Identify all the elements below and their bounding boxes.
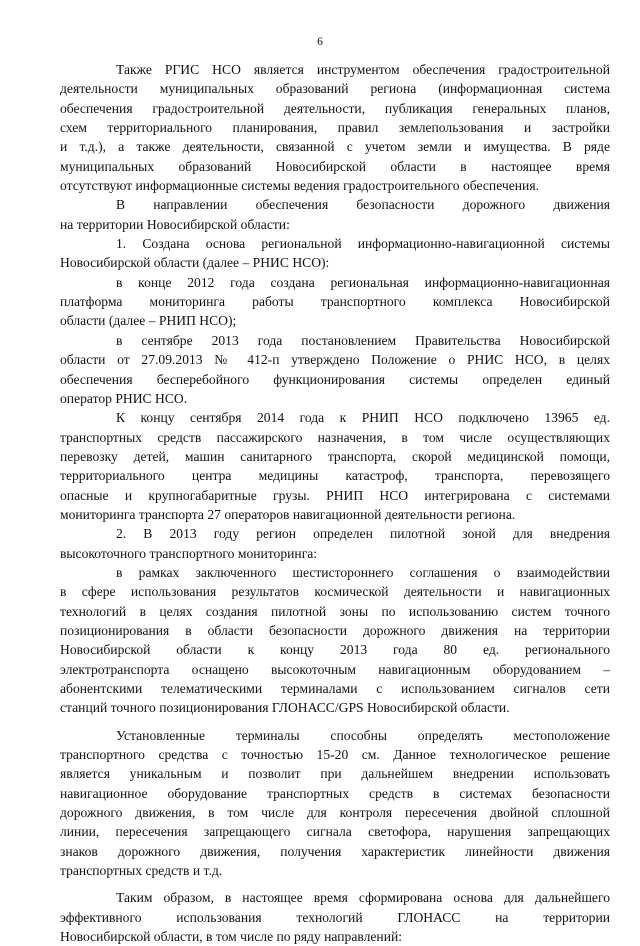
text-line: в рамках заключенного шестистороннего соглашения о взаимодействии [116, 564, 610, 580]
paragraph-spacer [60, 718, 610, 726]
text-line: территориального центра медицины катастроф, транспорта, перевозящего [60, 468, 610, 484]
text-line: области (далее – РНИП НСО); [60, 313, 237, 329]
text-line: навигационное оборудование транспортных средств в системах безопасности [60, 785, 610, 801]
text-line: позиционирования в области безопасности дорожного движения на территории [60, 622, 610, 638]
paragraph [60, 234, 610, 273]
text-line: в конце 2012 года создана региональная информационно-навигационная [116, 274, 610, 290]
paragraph [60, 563, 610, 718]
text-line: области от 27.09.2013 № 412-п утверждено Положение о РНИС НСО, в целях [60, 352, 610, 368]
text-line: муниципальных образований Новосибирской области в настоящее время [60, 158, 610, 174]
text-line: деятельности муниципальных образований региона (информационная система [60, 81, 610, 97]
text-line: схем территориального планирования, правил землепользования и застройки [60, 120, 610, 136]
paragraph [60, 331, 610, 408]
text-line: перевозку детей, машин санитарного транспорта, скорой медицинской помощи, [60, 448, 610, 464]
text-line: платформа мониторинга работы транспортного комплекса Новосибирской [60, 294, 610, 310]
text-line: обеспечения градостроительной деятельности, публикация генеральных планов, [60, 100, 610, 116]
text-line: и т.д.), а также деятельности, связанной с учетом земли и имущества. В ряде [60, 139, 610, 155]
paragraph [60, 195, 610, 234]
text-line: Новосибирской области к концу 2013 года 80 ед. регионального [60, 642, 610, 658]
text-line: обеспечения бесперебойного функционирования системы определен единый [60, 371, 610, 387]
text-line: в сфере использования результатов космической деятельности и навигационных [60, 584, 610, 600]
text-line: мониторинга транспорта 27 операторов навигационной деятельности региона. [60, 506, 516, 522]
text-line: на территории Новосибирской области: [60, 216, 290, 232]
text-line: является уникальным и позволит при дальнейшем внедрении использовать [60, 766, 610, 782]
text-line: в сентябре 2013 года постановлением Правительства Новосибирской [116, 332, 610, 348]
paragraph [60, 60, 610, 195]
text-line: оператор РНИС НСО. [60, 390, 188, 406]
text-line: Установленные терминалы способны определять местоположение [116, 727, 610, 743]
text-line: 1. Создана основа региональной информационно-навигационной системы [116, 236, 610, 252]
text-line: К концу сентября 2014 года к РНИП НСО подключено 13965 ед. [116, 410, 610, 426]
paragraph [60, 524, 610, 563]
paragraph [60, 273, 610, 331]
text-line: транспортных средств пассажирского назначения, в том числе осуществляющих [60, 429, 610, 445]
text-line: знаков дорожного движения, получения характеристик линейности движения [60, 843, 610, 859]
paragraph [60, 408, 610, 524]
paragraph-spacer [60, 880, 610, 888]
text-line: технологий в целях создания пилотной зоны по использованию систем точного [60, 603, 610, 619]
text-line: линии, пересечения запрещающего сигнала светофора, нарушения запрещающих [60, 824, 610, 840]
text-line: абонентскими телематическими терминалами с использованием сигналов сети [60, 681, 610, 696]
text-line: электротранспорта оснащено высокоточным навигационным оборудованием – [60, 661, 610, 677]
text-line: В направлении обеспечения безопасности дорожного движения [116, 197, 610, 213]
text-line: эффективного использования технологий ГЛОНАСС на территории [60, 909, 610, 925]
text-line: Новосибирской области (далее – РНИС НСО): [60, 255, 330, 271]
text-line: Таким образом, в настоящее время сформирована основа для дальнейшего [116, 890, 610, 906]
text-line: высокоточного транспортного мониторинга: [60, 545, 318, 561]
text-line: опасные и крупногабаритные грузы. РНИП НСО интегрирована с системами [60, 487, 610, 503]
text-line: отсутствуют информационные системы ведения градостроительного обеспечения. [60, 178, 539, 194]
paragraph [60, 888, 610, 946]
text-line: 2. В 2013 году регион определен пилотной зоной для внедрения [116, 526, 610, 542]
text-line: дорожного движения, в том числе для контроля пересечения двойной сплошной [60, 805, 610, 821]
text-line: транспортного средства с точностью 15-20 см. Данное технологическое решение [60, 747, 610, 763]
paragraph [60, 726, 610, 881]
document-body [60, 60, 610, 946]
text-line: станций точного позиционирования ГЛОНАСС/GPS Новосибирской области. [60, 700, 510, 716]
text-line: Новосибирской области, в том числе по ряду направлений: [60, 929, 403, 945]
page-number: 6 [317, 36, 323, 48]
text-line: транспортных средств и т.д. [60, 863, 223, 879]
text-line: Также РГИС НСО является инструментом обеспечения градостроительной [116, 62, 610, 77]
